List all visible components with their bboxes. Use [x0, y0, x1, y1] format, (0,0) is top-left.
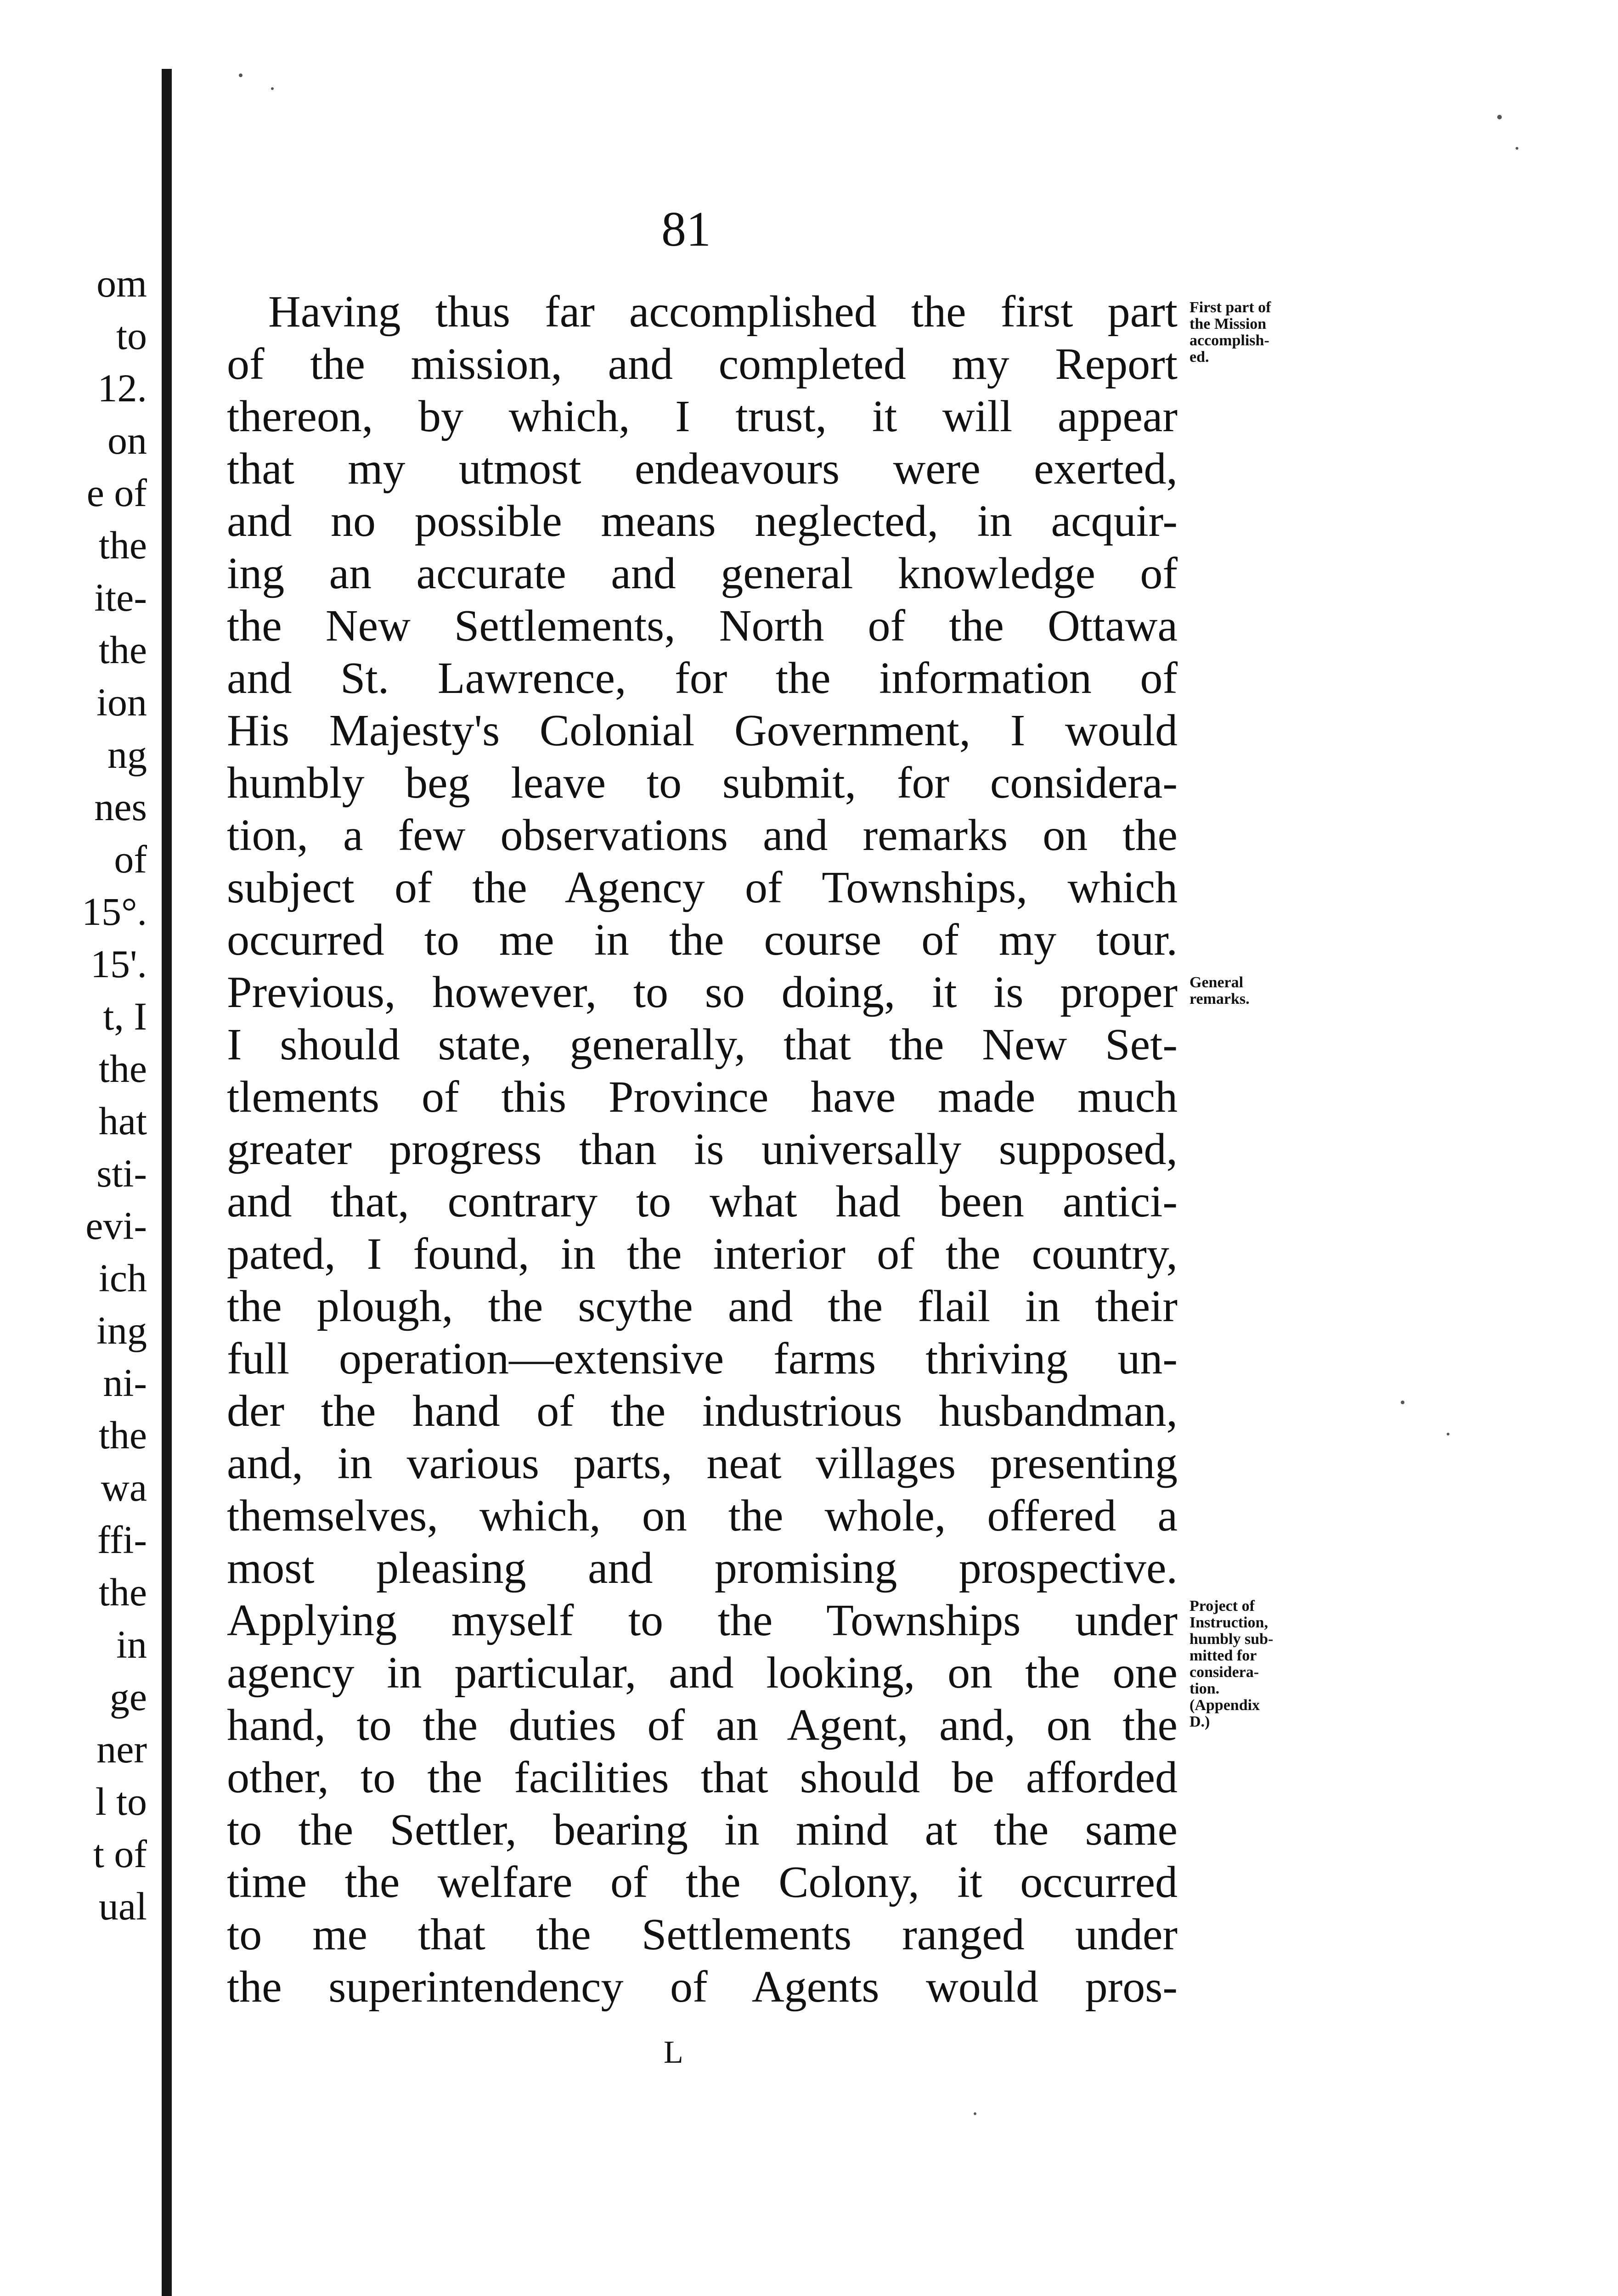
marginal-note-line: Instruction, [1190, 1614, 1268, 1631]
previous-page-fragment: the [98, 1570, 147, 1614]
previous-page-fragment: the [98, 628, 147, 672]
marginal-note-line: considera- [1190, 1664, 1259, 1681]
body-text-line: ing an accurate and general knowledge of [227, 549, 1178, 598]
body-text-line: subject of the Agency of Townships, which [227, 863, 1178, 912]
previous-page-fragment: hat [98, 1099, 147, 1143]
body-text-line: pated, I found, in the interior of the country, [227, 1229, 1178, 1279]
marginal-note-line: remarks. [1190, 990, 1250, 1007]
body-text-line: Having thus far accomplished the first part [268, 287, 1178, 337]
previous-page-fragment: ing [96, 1308, 147, 1352]
marginal-note-line: (Appendix [1190, 1697, 1260, 1714]
previous-page-fragment: the [98, 523, 147, 567]
body-text-line: of the mission, and completed my Report [227, 339, 1178, 389]
previous-page-fragment: the [98, 1413, 147, 1457]
body-text-line: hand, to the duties of an Agent, and, on the [227, 1700, 1178, 1750]
marginal-note-line: mitted for [1190, 1647, 1257, 1664]
previous-page-fragment: ng [107, 732, 147, 777]
body-text-line: occurred to me in the course of my tour. [227, 915, 1178, 965]
previous-page-fragment: ner [96, 1727, 147, 1771]
previous-page-fragment: evi- [85, 1204, 147, 1248]
body-text-line: most pleasing and promising prospective. [227, 1543, 1178, 1593]
previous-page-fragment: e of [86, 471, 147, 515]
scan-speck [271, 87, 274, 90]
previous-page-fragment: ge [109, 1675, 147, 1719]
scan-speck [1401, 1401, 1404, 1404]
previous-page-fragment: the [98, 1047, 147, 1091]
body-text-line: and no possible means neglected, in acquir- [227, 496, 1178, 546]
previous-page-fragment: 15°. [82, 889, 147, 934]
scan-speck [974, 2112, 976, 2115]
body-text-line: and, in various parts, neat villages presenting [227, 1439, 1178, 1488]
body-text-line: the superintendency of Agents would pros- [227, 1962, 1178, 2012]
body-text-line: der the hand of the industrious husbandman, [227, 1386, 1178, 1436]
body-text-line: His Majesty's Colonial Government, I would [227, 706, 1178, 755]
body-text-line: I should state, generally, that the New Set- [227, 1020, 1178, 1069]
marginal-note-line: accomplish- [1190, 332, 1269, 349]
previous-page-fragment: nes [94, 785, 147, 829]
previous-page-fragment: ual [98, 1884, 147, 1928]
body-text-line: to the Settler, bearing in mind at the same [227, 1805, 1178, 1855]
body-text-line: tlements of this Province have made much [227, 1072, 1178, 1122]
page-number: 81 [661, 202, 711, 257]
body-text-line: and that, contrary to what had been antici- [227, 1177, 1178, 1227]
body-text [227, 286, 1178, 2013]
previous-page-fragment: wa [101, 1465, 147, 1509]
previous-page-fragment: ffi- [97, 1518, 147, 1562]
previous-page-text-fragments [9, 257, 147, 1932]
previous-page-fragment: ni- [103, 1361, 147, 1405]
body-text-line: to me that the Settlements ranged under [227, 1910, 1178, 1959]
marginal-note-mission-accomplished [1190, 299, 1346, 366]
scan-speck [1516, 147, 1518, 150]
previous-page-fragment: in [116, 1622, 147, 1666]
previous-page-fragment: to [116, 314, 147, 358]
previous-page-fragment: 12. [97, 366, 147, 410]
previous-page-fragment: of [114, 837, 147, 881]
body-text-line: tion, a few observations and remarks on the [227, 810, 1178, 860]
body-text-line: thereon, by which, I trust, it will appear [227, 392, 1178, 441]
previous-page-fragment: t of [93, 1832, 147, 1876]
scan-speck [1447, 1433, 1449, 1435]
marginal-note-line: Project of [1190, 1598, 1255, 1615]
body-text-line: agency in particular, and looking, on the one [227, 1648, 1178, 1698]
marginal-note-line: First part of [1190, 299, 1271, 316]
marginal-note-line: tion. [1190, 1680, 1220, 1697]
body-text-line: time the welfare of the Colony, it occurred [227, 1857, 1178, 1907]
previous-page-fragment: l to [95, 1779, 147, 1823]
body-text-line: and St. Lawrence, for the information of [227, 653, 1178, 703]
body-text-line: humbly beg leave to submit, for considera- [227, 758, 1178, 808]
scan-speck [1497, 115, 1502, 119]
previous-page-fragment: ion [96, 680, 147, 724]
previous-page-fragment: on [107, 418, 147, 462]
previous-page-fragment: t, I [103, 994, 147, 1038]
body-text-line: other, to the facilities that should be afforded [227, 1753, 1178, 1802]
marginal-note-line: ed. [1190, 349, 1209, 366]
body-text-line: greater progress than is universally supposed, [227, 1125, 1178, 1174]
binding-gutter-line [162, 69, 172, 2296]
signature-mark: L [664, 2035, 683, 2070]
body-text-line: Previous, however, to so doing, it is proper [227, 968, 1178, 1017]
marginal-note-line: D.) [1190, 1713, 1210, 1730]
marginal-note-general-remarks [1190, 974, 1346, 1007]
body-text-line: that my utmost endeavours were exerted, [227, 444, 1178, 494]
scan-speck [239, 73, 242, 77]
previous-page-fragment: 15'. [90, 942, 147, 986]
body-text-line: the plough, the scythe and the flail in their [227, 1282, 1178, 1331]
body-text-line: the New Settlements, North of the Ottawa [227, 601, 1178, 651]
previous-page-fragment: sti- [96, 1151, 147, 1195]
previous-page-fragment: om [96, 261, 147, 305]
body-text-line: themselves, which, on the whole, offered a [227, 1491, 1178, 1541]
marginal-note-line: General [1190, 974, 1244, 991]
body-text-line: full operation—extensive farms thriving un- [227, 1334, 1178, 1384]
previous-page-fragment: ich [98, 1256, 147, 1300]
marginal-note-line: humbly sub- [1190, 1631, 1274, 1648]
marginal-note-project-of-instruction [1190, 1598, 1346, 1730]
marginal-note-line: the Mission [1190, 315, 1267, 332]
previous-page-fragment: ite- [94, 575, 147, 619]
body-text-line: Applying myself to the Townships under [227, 1596, 1178, 1645]
